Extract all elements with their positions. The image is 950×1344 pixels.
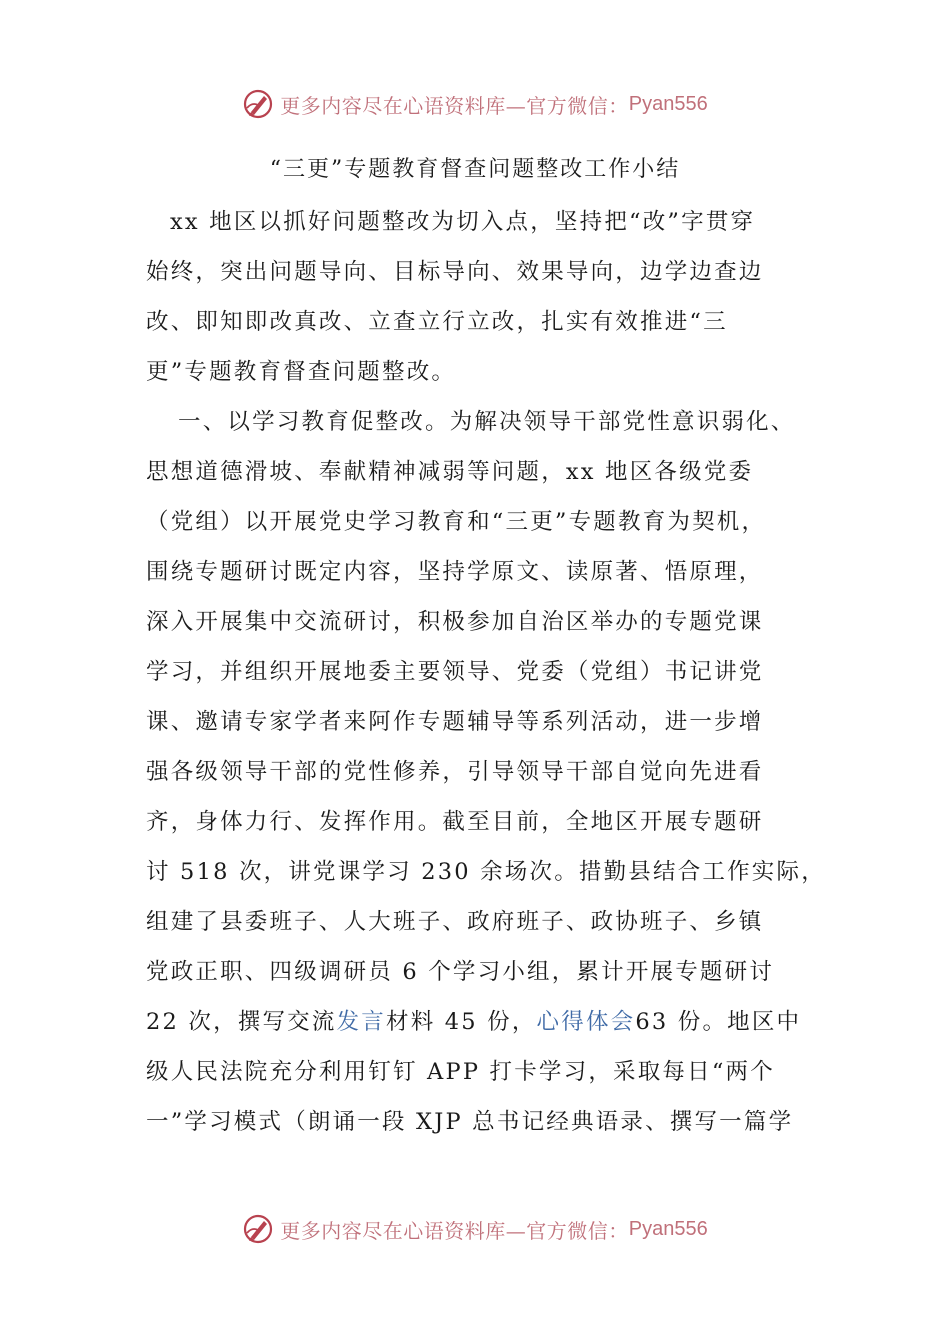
line-text: 63 份。地区中 xyxy=(635,1009,802,1035)
paragraph-line: 组建了县委班子、人大班子、政府班子、政协班子、乡镇 xyxy=(146,909,764,935)
xinde-tihui-link[interactable]: 心得体会 xyxy=(536,1009,636,1035)
pen-logo-icon xyxy=(242,88,274,120)
banner-text: 更多内容尽在心语资料库—官方微信： xyxy=(280,93,629,118)
paragraph-line: 齐，身体力行、发挥作用。截至目前，全地区开展专题研 xyxy=(146,809,764,835)
paragraph-line: 围绕专题研讨既定内容，坚持学原文、读原著、悟原理， xyxy=(146,559,764,585)
paragraph-line: （党组）以开展党史学习教育和“三更”专题教育为契机， xyxy=(146,509,767,535)
paragraph-line: 学习，并组织开展地委主要领导、党委（党组）书记讲党 xyxy=(146,659,764,685)
paragraph-line: 改、即知即改真改、立查立行立改，扎实有效推进“三 xyxy=(146,309,728,335)
paragraph-line: 强各级领导干部的党性修养，引导领导干部自觉向先进看 xyxy=(146,759,764,785)
paragraph-line: 讨 518 次，讲党课学习 230 余场次。措勤县结合工作实际， xyxy=(146,859,826,885)
paragraph-line: 党政正职、四级调研员 6 个学习小组，累计开展专题研讨 xyxy=(146,959,775,985)
banner-wechat-id: Pyan556 xyxy=(628,1217,708,1240)
footer-banner xyxy=(0,1209,950,1249)
header-banner xyxy=(0,84,950,124)
paragraph-line: xx 地区以抓好问题整改为切入点，坚持把“改”字贯穿 xyxy=(170,209,756,235)
pen-logo-icon xyxy=(242,1213,274,1245)
paragraph-line: 一”学习模式（朗诵一段 XJP 总书记经典语录、撰写一篇学 xyxy=(146,1109,794,1135)
banner-text: 更多内容尽在心语资料库—官方微信： xyxy=(280,1218,629,1243)
fayan-link[interactable]: 发言 xyxy=(336,1009,386,1035)
paragraph-line: 深入开展集中交流研讨，积极参加自治区举办的专题党课 xyxy=(146,609,764,635)
line-text: 22 次，撰写交流 xyxy=(146,1009,337,1035)
paragraph-line: 更”专题教育督查问题整改。 xyxy=(146,359,457,385)
line-text: 材料 45 份， xyxy=(386,1009,537,1035)
banner-wechat-id: Pyan556 xyxy=(628,92,708,115)
paragraph-line: 课、邀请专家学者来阿作专题辅导等系列活动，进一步增 xyxy=(146,709,764,735)
paragraph-line: 一、以学习教育促整改。为解决领导干部党性意识弱化、 xyxy=(178,409,796,435)
paragraph-line: 级人民法院充分利用钉钉 APP 打卡学习，采取每日“两个 xyxy=(146,1059,775,1085)
document-title: “三更”专题教育督查问题整改工作小结 xyxy=(269,157,681,182)
paragraph-line: 始终，突出问题导向、目标导向、效果导向，边学边查边 xyxy=(146,259,764,285)
paragraph-line: 思想道德滑坡、奉献精神减弱等问题，xx 地区各级党委 xyxy=(146,459,754,485)
paragraph-line-with-links xyxy=(146,1004,801,1040)
